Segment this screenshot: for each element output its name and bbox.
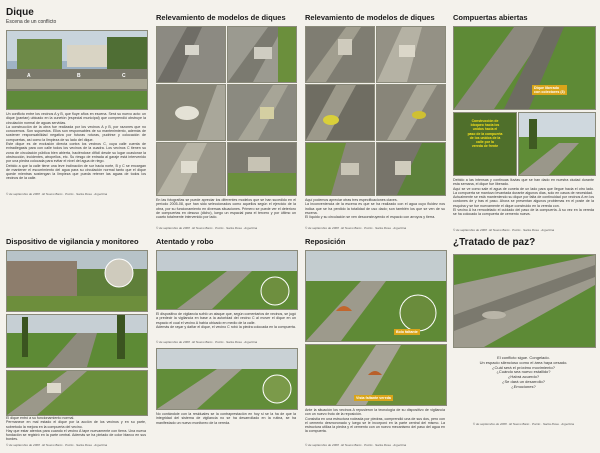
section-dique	[6, 8, 146, 25]
section-title-relevamiento-2: Relevamiento de modelos de diques	[305, 13, 435, 22]
credit-relevamiento-1: © de septiembre de 2008 · El Nuevo Bario · Pocito · Santa Rosa · Argentina	[156, 226, 258, 230]
photo-relevamiento-2c	[305, 84, 375, 141]
section-title-atentado: Atentado y robo	[156, 237, 214, 246]
section-relevamiento-2	[305, 14, 445, 22]
credit-relevamiento-2: © de septiembre de 2008 · El Nuevo Bario · Pocito · Santa Rosa · Argentina	[305, 226, 407, 230]
photo-compuertas-top	[453, 26, 596, 110]
photo-reposicion-bottom	[305, 344, 447, 406]
photo-relevamiento-1a	[156, 26, 226, 83]
label-A: A	[27, 73, 31, 79]
section-title-dique: Dique	[6, 7, 34, 18]
credit-dique: © de septiembre de 2008 · El Nuevo Bario · Pocito · Santa Rosa · Argentina	[6, 192, 108, 196]
section-compuertas	[453, 14, 593, 22]
photo-tratado	[453, 254, 596, 348]
credit-tratado: © de septiembre de 2008 · El Nuevo Bario · Pocito · Santa Rosa · Argentina	[472, 422, 575, 426]
section-title-compuertas: Compuertas abiertas	[453, 13, 528, 22]
caption-compuertas-top: Dique liberado con colectores (3)	[534, 86, 565, 94]
section-title-relevamiento-1: Relevamiento de modelos de diques	[156, 13, 286, 22]
photo-relevamiento-2e	[305, 142, 375, 196]
photo-relevamiento-1d	[227, 84, 297, 141]
section-body-vigilancia: El dique entró a su funcionamiento normal. Permanece en mal estado el dique por la acción de los vecinos y en su parte, sobretodo la mejora en la compuerta del vecino. Hay que estar atentos para cuando el vecino A tape nuevamente con tierra. Una nueva fundación se registró en la parte central. Además se ha pintado de color blanco en sus bordes.	[6, 416, 146, 442]
label-B: B	[77, 73, 81, 79]
section-reposicion	[305, 238, 445, 246]
box-compuertas-label	[453, 112, 517, 176]
credit-atentado-top: © de septiembre de 2008 · El Nuevo Bario · Pocito · Santa Rosa · Argentina	[156, 340, 258, 344]
photo-atentado-bottom	[156, 348, 298, 410]
section-body-compuertas: Debido a las intensas y continuas lluvias que se han dado en nuestra ciudad durante esta semana, el dique fue liberado. Aquí se ve como sale el agua de cuneta de un lado para que llegue hacia el otro lado. La compuerta se mantuvo levantada durante algunos días, solo en casos de necesidad. Actualmente se está manteniendo su dique por falta de continuidad por vecinos A en los cordones de y tras el paso. Ahora se presentan algunos problemas en el poste de la esquina y se fue nuevamente el dique construido en la vereda con. El vecino A ha remodelado el cuidado del paso de la compuerta. A su vez en la vereda se ha colocado la compuerta de cemento nueva.	[453, 178, 594, 217]
caption-compuertas-side: Construcción de bloqueo hacia los unidos hacia el paso de la compuerta de los unidos de la calle por la vereda de frente	[467, 119, 503, 149]
photo-vigilancia-curb	[6, 370, 148, 416]
photo-relevamiento-2f	[376, 142, 446, 196]
label-C: C	[122, 73, 126, 79]
credit-reposicion: © de septiembre de 2008 · El Nuevo Bario · Pocito · Santa Rosa · Argentina	[305, 443, 407, 447]
section-body-relevamiento-2: Aquí podemos apreciar otras tres especificaciones claves. La inconveniencia de la escena es que se ha realizado con el agua cuyo fluidez nos indica que se ha perdido la totalidad de uso dado; son también los que se ven de su escena. El líquido y su circulación se ven desconstruyendo el espacio con arroyos y tierra.	[305, 198, 445, 220]
section-vigilancia	[6, 238, 151, 246]
photo-vigilancia-street	[6, 314, 148, 368]
caption-reposicion-2: Vista faltante vereda	[356, 396, 391, 400]
section-body-dique: Un conflicto entre los vecinos A y B, que fluye años en escena. Será su nuevo acto: un dique (pantan) ubicado en la cunetón (especial municipal) que comprendió obstruye la circulación normal de aguas servidas. La construcción de la obra fue realizada por los vecinos A y B, por razones que no conocemos. Son supuestos. Ellos son responsables de su mantenimiento, además de sostener responsabilidad negativa por futuras roturas, pudrirse y colocación de compuertas, así como la limpieza de su lado del dique. Este dique es de exclusión directa contra los vecinos C, cuya calle cuenta de extradiegasis para con calle todos los vecinos de la cuadra. Los vecinos C tienen su zona de circulación pública bien abierta, haciéndose difícil desde su lugar ocasionar la obstrucción, incidentes, atropellos, etc. Su riesgo de entrada al garaje está intervenido por una piedra colocada para evitar el nivel del agua de riego. Debido a que la calle tiene una leve inclinación de sur hacia norte, B y C se encargan de mantener el escurrimiento del agua para su circulación normal tanto que el dique quede mientras sostengan la limpieza que pueda retener las aguas de todos los vecinos de la calle.	[6, 112, 146, 181]
photo-relevamiento-1e	[156, 142, 226, 196]
credit-vigilancia: © de septiembre de 2008 · El Nuevo Bario · Pocito · Santa Rosa · Argentina	[6, 443, 108, 447]
section-atentado	[156, 238, 296, 246]
section-relevamiento-1	[156, 14, 296, 22]
photo-relevamiento-2a	[305, 26, 375, 83]
section-body-relevamiento-1: En las fotografías se puede apreciar los diferentes modelos que se han sucedido en el período 2005-08, que han sido seleccionados como aquellos según el ejercicio de la obra, por su funcionamiento en diversas situaciones. Primero se puede ver el deterioro de compuertas en desuso (dicho), luego un espacial para el tercero y por último un cuarto totalmente intervenido por lado.	[156, 198, 296, 220]
section-body-atentado-top: El dispositivo de vigilancia sufrió un ataque que, según comentarios de vecinos, se jugó a predecir la vigilancia en base a la autoridad del vecino C al mover el dique en un espacio el cual el vecino A había ubicado en medio de la calle. Además de rayar y dañar el dique, el vecino C robó la piedra colocada en la compuerta.	[156, 312, 296, 329]
section-body-reposicion: Ante la situación los vecinos A repusieron la tecnología de su dispositivo de vigilancia con un nuevo fruto de la reposición. Consistía en una estructura rodeada por piedras, comprendió una de sus dos, pero con el cemento desmoronado y luego se le incorporó en la parte central del mismo. La estructura utiliza la piedra y el cemento con un nuevo mecanismo del paso del agua en la compuerta.	[305, 408, 445, 434]
section-body-tratado: El conflicto sigue. Congelado. Un espacio silencioso como el área haya cesado. ¿Cuál será el próximo movimiento? ¿Cuándo sea nuevo estallido? ¿Habrá acuerdo? ¿Se dará un desarrollo? ¿Emociones?	[479, 355, 568, 389]
photo-relevamiento-1f	[227, 142, 297, 196]
photo-relevamiento-1c	[156, 84, 226, 141]
section-title-vigilancia: Dispositivo de vigilancia y monitoreo	[6, 237, 139, 246]
photo-compuertas-side	[518, 112, 596, 176]
section-body-atentado-bottom: No contándole con la residuales se la contraprestación en hoy si se la ha de que la integridad del sistema de vigilancia no se ha desarrollado en la rutina, se ha manifestado un nuevo monitoreo de la vereda.	[156, 412, 296, 425]
section-subtitle-dique: Escena de un conflicto	[6, 19, 57, 25]
photo-vigilancia-house	[6, 250, 148, 312]
section-title-tratado: ¿Tratado de paz?	[453, 237, 536, 248]
credit-compuertas: © de septiembre de 2008 · El Nuevo Bario · Pocito · Santa Rosa · Argentina	[453, 228, 555, 232]
photo-relevamiento-2b	[376, 26, 446, 83]
section-tratado	[453, 238, 594, 248]
photo-reposicion-top	[305, 250, 447, 342]
photo-relevamiento-1b	[227, 26, 297, 83]
photo-dique-scene	[6, 30, 148, 110]
photo-relevamiento-2d	[376, 84, 446, 141]
photo-atentado-top	[156, 250, 298, 310]
section-title-reposicion: Reposición	[305, 237, 346, 246]
caption-reposicion-1: Bolo faltante	[396, 330, 418, 334]
